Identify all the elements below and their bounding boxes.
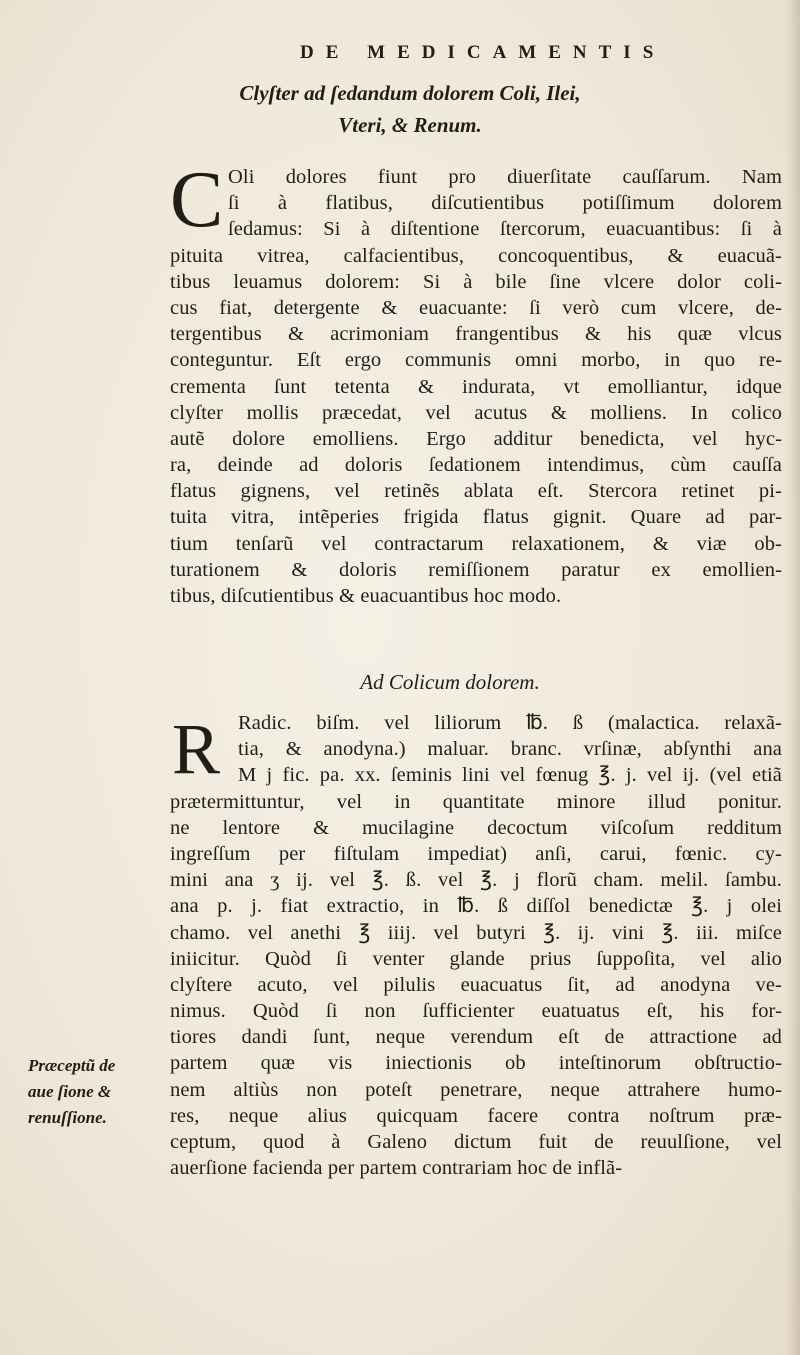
text-line: partem quæ vis iniectionis ob inteſtinorum obſtructio-: [170, 1052, 782, 1075]
text-line: nem altiùs non poteſt penetrare, neque attrahere humo-: [170, 1078, 782, 1101]
text-line: ſedamus: Si à diſtentione ſtercorum, euacuantibus: ſi à: [228, 218, 782, 241]
text-line: cus fiat, detergente & euacuante: ſi verò cum vlcere, de-: [170, 296, 782, 319]
text-line: ſi à flatibus, diſcutientibus potiſſimum dolorem: [228, 192, 782, 215]
margin-note-line: Præceptũ de: [28, 1056, 116, 1075]
text-line: tergentibus & acrimoniam frangentibus & his quæ vlcus: [170, 323, 782, 346]
text-line: clyſtere acuto, vel pilulis euacuatus ſit, ad anodyna ve-: [170, 973, 782, 996]
text-line: tia, & anodyna.) maluar. branc. vrſinæ, abſynthi ana: [238, 738, 782, 761]
text-line: autẽ dolore emolliens. Ergo additur benedicta, vel hyc-: [170, 427, 782, 450]
text-line: tium tenſarũ vel contractarum relaxationem, & viæ ob-: [170, 532, 782, 555]
text-line: ceptum, quod à Galeno dictum fuit de reuulſione, vel: [170, 1131, 782, 1153]
margin-note: [28, 1053, 158, 1131]
text-line: M j fic. pa. xx. ſeminis lini vel fœnug ℥. j. vel ij. (vel etiã: [238, 764, 782, 787]
drop-cap-r: R: [172, 709, 221, 789]
text-line: mini ana ʒ ij. vel ℥. ß. vel ℥. j florũ cham. melil. ſambu.: [170, 869, 782, 892]
text-line: iniicitur. Quòd ſi venter glande prius ſuppoſita, vel alio: [170, 947, 782, 970]
text-line: nimus. Quòd ſi non ſufficienter euatuatus eſt, his for-: [170, 1000, 782, 1023]
text-line: ana p. j. fiat extractio, in ℔. ß diſſol benedictæ ℥. j olei: [170, 895, 782, 918]
text-line: turationem & doloris remiſſionem paratur ex emollien-: [170, 558, 782, 581]
paragraph-2: [170, 710, 782, 1181]
text-line: Radic. biſm. vel liliorum ℔. ß (malactica. relaxã-: [238, 712, 782, 734]
drop-cap-c: C: [170, 156, 224, 244]
text-line: flatus gignens, vel retinẽs ablata eſt. Stercora retinet pi-: [170, 480, 782, 503]
text-line: tiores dandi ſunt, neque verendum eſt de attractione ad: [170, 1026, 782, 1049]
text-line: crementa ſunt tetenta & indurata, vt emolliantur, idque: [170, 375, 782, 398]
recipe-title-line-2: Vteri, & Renum.: [338, 113, 482, 137]
text-line: ne lentore & mucilagine decoctum viſcoſum redditum: [170, 816, 782, 839]
text-line: clyſter mollis præcedat, vel acutus & molliens. In colico: [170, 401, 782, 424]
text-line: tibus leuamus dolorem: Si à bile ſine vlcere dolor coli-: [170, 270, 782, 293]
margin-note-line: renuſſione.: [28, 1108, 107, 1127]
text-line: conteguntur. Eſt ergo communis omni morbo, in quo re-: [170, 349, 782, 372]
text-line: prætermittuntur, vel in quantitate minore illud ponitur.: [170, 790, 782, 813]
paragraph-1: [170, 164, 782, 609]
subheading: Ad Colicum dolorem.: [360, 670, 540, 694]
running-head: DE MEDICAMENTIS: [300, 42, 666, 63]
text-line: ingreſſum per fiſtulam impediat) anſi, carui, fœnic. cy-: [170, 842, 782, 865]
text-line: tuita vitra, intẽperies frigida flatus gignit. Quare ad par-: [170, 506, 782, 529]
text-line: chamo. vel anethi ℥ iiij. vel butyri ℥. ij. vini ℥. iii. miſce: [170, 921, 782, 944]
text-line: ra, deinde ad doloris ſedationem intendimus, cùm cauſſa: [170, 454, 782, 477]
recipe-title-line-1: Clyſter ad ſedandum dolorem Coli, Ilei,: [239, 81, 581, 105]
text-line: tibus, diſcutientibus & euacuantibus hoc modo.: [170, 585, 562, 607]
text-line: res, neque alius quicquam facere contra noſtrum præ-: [170, 1104, 782, 1127]
page-edge-shadow: [786, 0, 800, 1355]
text-line: pituita vitrea, calfacientibus, concoquentibus, & euacuã-: [170, 244, 782, 267]
text-line: Oli dolores fiunt pro diuerſitate cauſſarum. Nam: [228, 166, 782, 188]
margin-note-line: aue ſione &: [28, 1082, 112, 1101]
text-line: auerſione facienda per partem contrariam hoc de inflã-: [170, 1157, 623, 1180]
